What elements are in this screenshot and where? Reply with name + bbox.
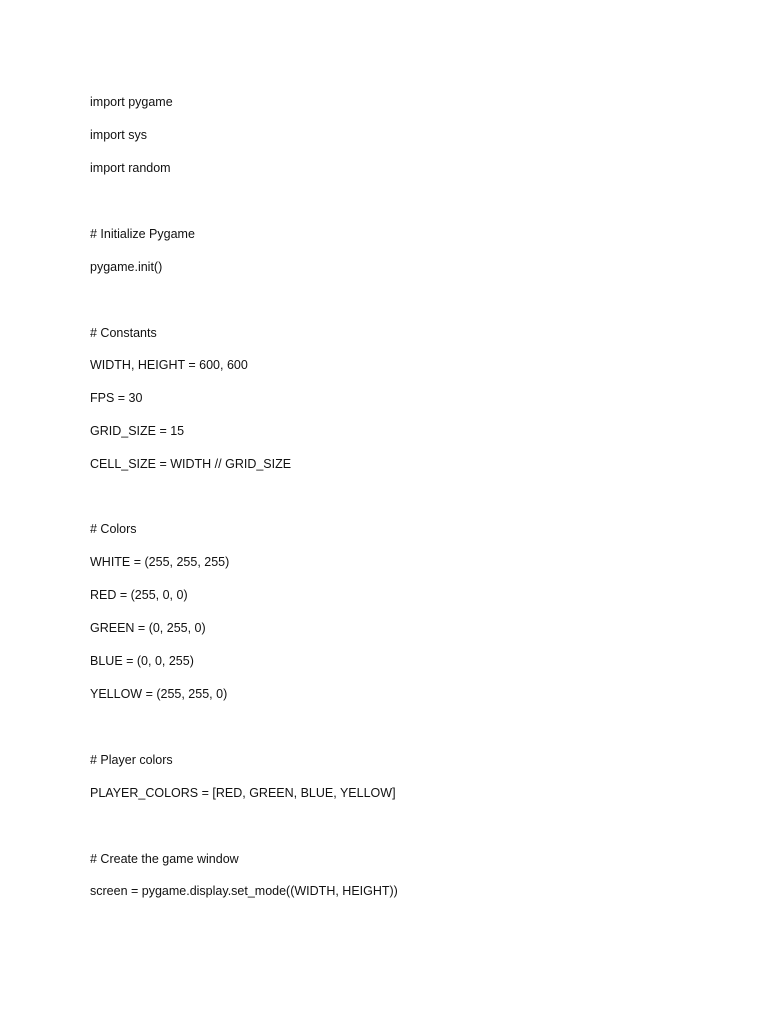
code-line: RED = (255, 0, 0) xyxy=(90,588,188,602)
code-line: CELL_SIZE = WIDTH // GRID_SIZE xyxy=(90,457,292,471)
code-comment: # Initialize Pygame xyxy=(90,227,195,241)
code-line: pygame.init() xyxy=(90,260,163,274)
code-line: WIDTH, HEIGHT = 600, 600 xyxy=(90,358,248,372)
code-line: FPS = 30 xyxy=(90,391,143,405)
code-line: screen = pygame.display.set_mode((WIDTH, HEIGHT)) xyxy=(90,884,398,898)
code-line: import sys xyxy=(90,128,147,142)
code-line: BLUE = (0, 0, 255) xyxy=(90,654,194,668)
code-comment: # Create the game window xyxy=(90,852,239,866)
code-line: WHITE = (255, 255, 255) xyxy=(90,555,230,569)
code-line: GREEN = (0, 255, 0) xyxy=(90,621,206,635)
code-line: import random xyxy=(90,161,171,175)
code-line: import pygame xyxy=(90,95,173,109)
code-line: PLAYER_COLORS = [RED, GREEN, BLUE, YELLOW] xyxy=(90,786,396,800)
code-line: YELLOW = (255, 255, 0) xyxy=(90,687,228,701)
code-line: GRID_SIZE = 15 xyxy=(90,424,185,438)
code-comment: # Colors xyxy=(90,522,137,536)
code-comment: # Constants xyxy=(90,326,157,340)
code-comment: # Player colors xyxy=(90,753,173,767)
